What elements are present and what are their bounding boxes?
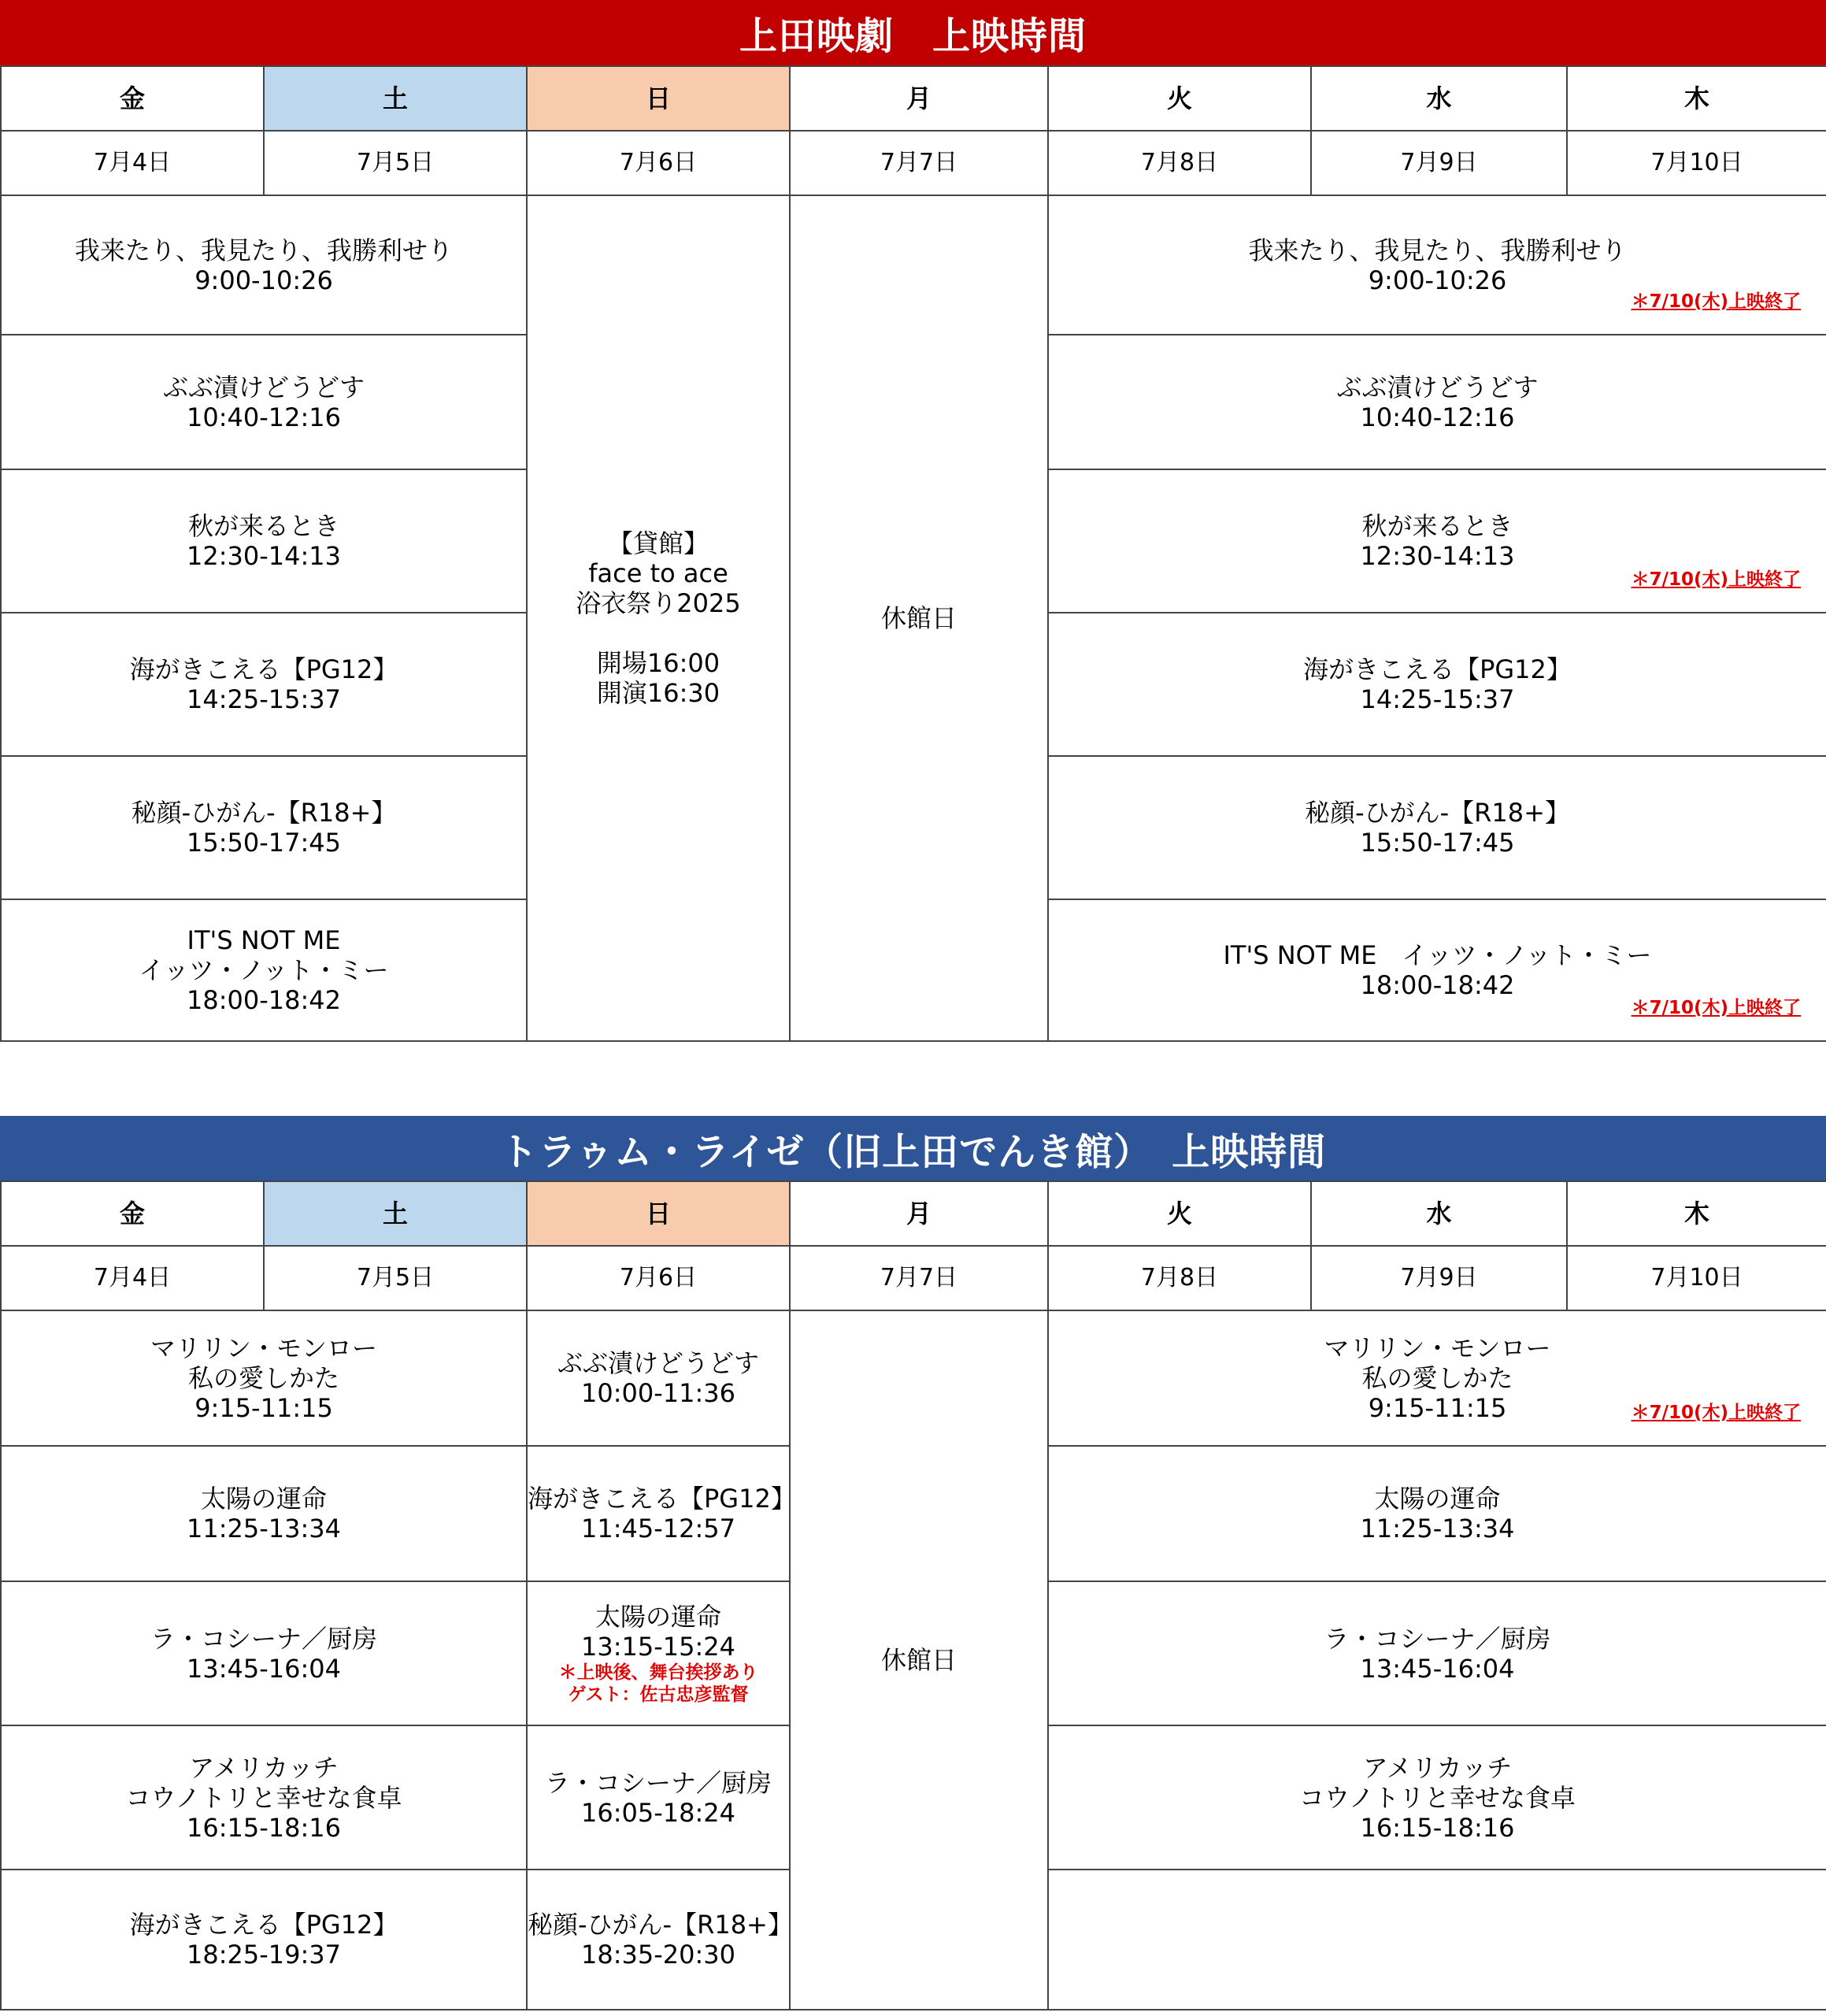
movie-title: ラ・コシーナ／厨房 — [1324, 1623, 1551, 1654]
showtime: 14:25-15:37 — [1360, 684, 1515, 714]
showtime: 12:30-14:13 — [187, 541, 341, 571]
showtime: 16:15-18:16 — [1360, 1812, 1515, 1843]
movie-title: 我来たり、我見たり、我勝利せり — [1248, 235, 1627, 265]
movie-subtitle: 私の愛しかた — [1361, 1363, 1513, 1393]
end-note: ＊7/10(木)上映終了 — [1631, 998, 1801, 1018]
weekday-tue: 火 — [1048, 1181, 1311, 1246]
showtime: 12:30-14:13 — [1360, 541, 1515, 571]
showtime: 9:00-10:26 — [1368, 265, 1507, 295]
movie-title-kana: イッツ・ノット・ミー — [139, 955, 389, 985]
date-cell: 7月6日 — [527, 131, 790, 195]
movie-title: 秋が来るとき — [187, 511, 339, 541]
movie-title: 海がきこえる【PG12】 — [129, 654, 398, 684]
movie-title: 我来たり、我見たり、我勝利せり — [74, 235, 453, 265]
closed-day-cell: 休館日 — [790, 195, 1048, 1041]
weekday-mon: 月 — [790, 1181, 1048, 1246]
weekday-row — [1, 66, 1826, 131]
showing-cell — [527, 1310, 790, 1446]
movie-title: アメリカッチ — [189, 1752, 339, 1783]
showing-cell — [1, 335, 527, 469]
showtime: 18:35-20:30 — [581, 1940, 735, 1970]
showing-cell — [1, 195, 527, 335]
event-start-time: 開演16:30 — [596, 678, 720, 708]
movie-title: 海がきこえる【PG12】 — [528, 1484, 796, 1514]
event-label: 【貸館】 — [607, 528, 709, 558]
weekday-sun: 日 — [527, 66, 790, 131]
movie-title: アメリカッチ — [1362, 1752, 1513, 1783]
theater1-schedule-table — [0, 65, 1826, 1042]
showing-cell — [1048, 613, 1826, 756]
showtime: 18:00-18:42 — [187, 985, 341, 1015]
date-cell: 7月4日 — [1, 1246, 264, 1310]
schedule-row — [1, 195, 1826, 335]
showing-cell — [1048, 195, 1826, 335]
movie-title: ラ・コシーナ／厨房 — [150, 1623, 377, 1654]
theater2-schedule-table — [0, 1180, 1826, 2010]
showtime: 11:25-13:34 — [1360, 1514, 1515, 1544]
weekday-wed: 水 — [1311, 1181, 1567, 1246]
movie-title: ぶぶ漬けどうどす — [557, 1348, 759, 1378]
movie-title: マリリン・モンロー — [150, 1333, 377, 1363]
showtime: 18:25-19:37 — [187, 1940, 341, 1970]
movie-title: ぶぶ漬けどうどす — [162, 372, 365, 402]
movie-subtitle: コウノトリと幸せな食卓 — [125, 1782, 402, 1813]
event-open-time: 開場16:00 — [596, 648, 720, 678]
movie-subtitle: 私の愛しかた — [187, 1363, 339, 1393]
showtime: 18:00-18:42 — [1360, 970, 1515, 1000]
date-row — [1, 1246, 1826, 1310]
end-note: ＊7/10(木)上映終了 — [1631, 1403, 1801, 1423]
showing-cell — [1, 469, 527, 613]
showing-cell — [1, 899, 527, 1041]
end-note: ＊7/10(木)上映終了 — [1631, 569, 1801, 590]
showing-cell — [527, 1581, 790, 1725]
date-cell: 7月9日 — [1311, 131, 1567, 195]
showtime: 13:45-16:04 — [187, 1653, 341, 1684]
showing-cell — [1048, 1446, 1826, 1581]
date-cell: 7月7日 — [790, 1246, 1048, 1310]
showing-cell — [527, 1446, 796, 1581]
showing-cell — [1048, 756, 1826, 899]
theater1-title: 上田映劇 上映時間 — [0, 0, 1826, 65]
showing-cell — [1048, 335, 1826, 469]
closed-day-cell: 休館日 — [790, 1310, 1048, 2010]
showtime: 16:15-18:16 — [187, 1812, 341, 1843]
date-row — [1, 131, 1826, 195]
showing-cell — [1, 1725, 527, 1870]
weekday-mon: 月 — [790, 66, 1048, 131]
event-name: face to ace — [588, 558, 728, 588]
movie-title: ぶぶ漬けどうどす — [1336, 372, 1539, 402]
date-cell: 7月9日 — [1311, 1246, 1567, 1310]
weekday-thu: 木 — [1567, 66, 1826, 131]
movie-title: 太陽の運命 — [1374, 1484, 1501, 1514]
showing-cell — [1048, 1581, 1826, 1725]
sunday-event-cell — [527, 195, 790, 1041]
showtime: 10:40-12:16 — [1360, 402, 1515, 432]
showtime: 15:50-17:45 — [1360, 828, 1515, 858]
movie-title: 海がきこえる【PG12】 — [129, 1910, 398, 1940]
movie-title: 秘顔-ひがん-【R18+】 — [528, 1910, 793, 1940]
movie-title: マリリン・モンロー — [1324, 1333, 1551, 1363]
weekday-tue: 火 — [1048, 66, 1311, 131]
weekday-sun: 日 — [527, 1181, 790, 1246]
date-cell: 7月5日 — [264, 1246, 527, 1310]
showtime: 14:25-15:37 — [187, 684, 341, 714]
showing-cell — [527, 1725, 790, 1870]
theater2-title: トラゥム・ライゼ（旧上田でんき館） 上映時間 — [0, 1116, 1826, 1180]
movie-title: 秘顔-ひがん-【R18+】 — [131, 798, 397, 828]
showing-cell — [1, 1446, 527, 1581]
showing-cell — [1, 1310, 527, 1446]
stage-greeting-note: ＊上映後、舞台挨拶あり — [558, 1662, 758, 1683]
date-cell: 7月6日 — [527, 1246, 790, 1310]
showtime: 13:45-16:04 — [1360, 1653, 1515, 1684]
weekday-fri: 金 — [1, 1181, 264, 1246]
guest-note: ゲスト：佐古忠彦監督 — [568, 1684, 749, 1705]
showtime: 10:00-11:36 — [581, 1378, 735, 1408]
showtime: 9:00-10:26 — [194, 265, 333, 295]
date-cell: 7月10日 — [1567, 1246, 1826, 1310]
weekday-wed: 水 — [1311, 66, 1567, 131]
date-cell: 7月8日 — [1048, 131, 1311, 195]
schedule-row — [1, 1310, 1826, 1446]
date-cell: 7月4日 — [1, 131, 264, 195]
movie-title: 太陽の運命 — [594, 1601, 721, 1632]
showing-cell — [1048, 1725, 1826, 1870]
weekday-sat: 土 — [264, 1181, 527, 1246]
event-title: 浴衣祭り2025 — [576, 588, 741, 618]
end-note: ＊7/10(木)上映終了 — [1631, 291, 1801, 312]
showing-cell — [1, 756, 527, 899]
weekday-sat: 土 — [264, 66, 527, 131]
showtime: 9:15-11:15 — [1368, 1393, 1507, 1423]
movie-subtitle: コウノトリと幸せな食卓 — [1298, 1782, 1576, 1813]
date-cell: 7月8日 — [1048, 1246, 1311, 1310]
showtime: 11:25-13:34 — [187, 1514, 341, 1544]
movie-title: IT'S NOT ME — [187, 925, 341, 955]
showing-cell — [527, 1870, 793, 2010]
showing-cell — [1, 1870, 527, 2010]
showtime: 11:45-12:57 — [581, 1514, 735, 1544]
showtime: 15:50-17:45 — [187, 828, 341, 858]
showtime: 16:05-18:24 — [581, 1797, 735, 1828]
empty-cell — [1048, 1870, 1826, 2010]
weekday-row — [1, 1181, 1826, 1246]
weekday-thu: 木 — [1567, 1181, 1826, 1246]
date-cell: 7月5日 — [264, 131, 527, 195]
showtime: 9:15-11:15 — [194, 1393, 333, 1423]
showing-cell — [1048, 469, 1826, 613]
movie-title: ラ・コシーナ／厨房 — [544, 1767, 772, 1798]
showing-cell — [1, 613, 527, 756]
showtime: 10:40-12:16 — [187, 402, 341, 432]
movie-title: 秋が来るとき — [1361, 511, 1513, 541]
movie-title: IT'S NOT ME イッツ・ノット・ミー — [1223, 940, 1652, 970]
weekday-fri: 金 — [1, 66, 264, 131]
showing-cell — [1048, 1310, 1826, 1446]
showing-cell — [1, 1581, 527, 1725]
movie-title: 秘顔-ひがん-【R18+】 — [1305, 798, 1570, 828]
movie-title: 太陽の運命 — [200, 1484, 327, 1514]
movie-title: 海がきこえる【PG12】 — [1303, 654, 1572, 684]
showing-cell — [1048, 899, 1826, 1041]
date-cell: 7月10日 — [1567, 131, 1826, 195]
showtime: 13:15-15:24 — [581, 1631, 735, 1662]
date-cell: 7月7日 — [790, 131, 1048, 195]
